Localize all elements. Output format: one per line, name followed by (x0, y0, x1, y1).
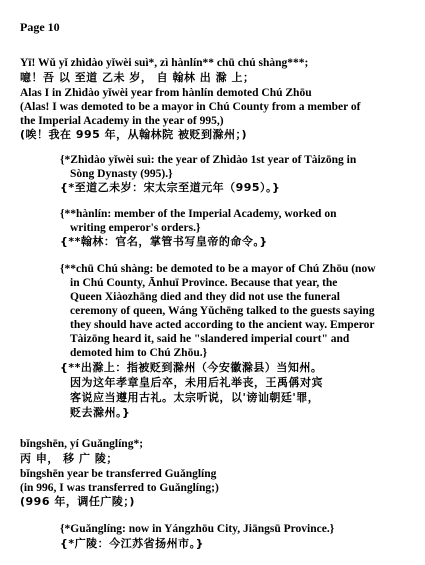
verse1-translation-chinese: (唉！我在 995 年，从翰林院 被贬到滁州；) (20, 128, 248, 141)
verse1-gloss: Alas I in Zhìdào yǐwèi year from hànlín demoted Chú Zhōu (20, 87, 312, 99)
note4-english: {*Guǎnglíng: now in Yángzhōu City, Jiāngsū Province.} (60, 523, 335, 535)
note3-english-line1: {**chū Chú shàng: be demoted to be a mayor of Chú Zhōu (now (60, 263, 376, 275)
note3-english-line7: demoted him to Chú Zhōu.} (70, 347, 208, 359)
note3-english-line3: Queen Xiàozhāng died and they did not use the funeral (70, 291, 340, 303)
note2-english-line1: {**hànlín: member of the Imperial Academy, worked on (60, 208, 337, 220)
note3-chinese-line2: 因为这年孝章皇后卒，未用后礼举丧，王禹偁对宾 (70, 376, 323, 389)
verse2-translation: (in 996, I was transferred to Guǎnglíng;) (20, 482, 219, 494)
verse2-translation-chinese: (996 年，调任广陵；) (20, 495, 135, 508)
note3-chinese-line1: {**出滁上：指被贬到滁州（今安徽滁县）当知州。 (60, 361, 323, 374)
note4-chinese: {*广陵：今江苏省扬州市。} (60, 537, 204, 550)
note1-chinese: {*至道乙未岁：宋太宗至道元年（995）。} (60, 181, 281, 194)
note2-english-line2: writing emperor's orders.} (70, 222, 201, 234)
verse2-chinese: 丙 申， 移 广 陵； (20, 452, 118, 465)
note3-english-line5: they should have acted according to the ancient way. Emperor (70, 319, 375, 331)
note3-chinese-line4: 贬去滁州。} (70, 406, 131, 419)
note3-chinese-line3: 客说应当遵用古礼。太宗听说，以'谤讪朝廷'罪， (70, 391, 320, 404)
verse1-translation-line2: the Imperial Academy in the year of 995,) (20, 115, 224, 127)
verse1-chinese: 噫！吾 以 至道 乙未 岁， 自 翰林 出 滁 上； (20, 71, 255, 84)
verse1-pinyin: Yī! Wǔ yǐ zhìdào yǐwèi suì*, zì hànlín** chū chú shàng***; (20, 57, 309, 69)
note3-english-line4: ceremony of queen, Wáng Yǔchēng talked to the guests saying (70, 305, 375, 317)
note1-english-line1: {*Zhìdào yǐwèi suì: the year of Zhìdào 1st year of Tàizōng in (60, 154, 357, 166)
note1-english-line2: Sòng Dynasty (995).} (70, 168, 173, 180)
verse2-gloss: bǐngshēn year be transferred Guǎnglíng (20, 468, 217, 480)
note3-english-line2: in Chú County, Ānhuī Province. Because that year, the (70, 277, 338, 289)
verse1-translation-line1: (Alas! I was demoted to be a mayor in Chú County from a member of (20, 101, 361, 113)
verse2-pinyin: bǐngshēn, yí Guǎnglíng*; (20, 438, 144, 450)
note2-chinese: {**翰林：官名，掌管书写皇帝的命令。} (60, 235, 268, 248)
note3-english-line6: Tàizōng heard it, said he "slandered imperial court" and (70, 333, 350, 345)
page-number: Page 10 (20, 20, 60, 34)
